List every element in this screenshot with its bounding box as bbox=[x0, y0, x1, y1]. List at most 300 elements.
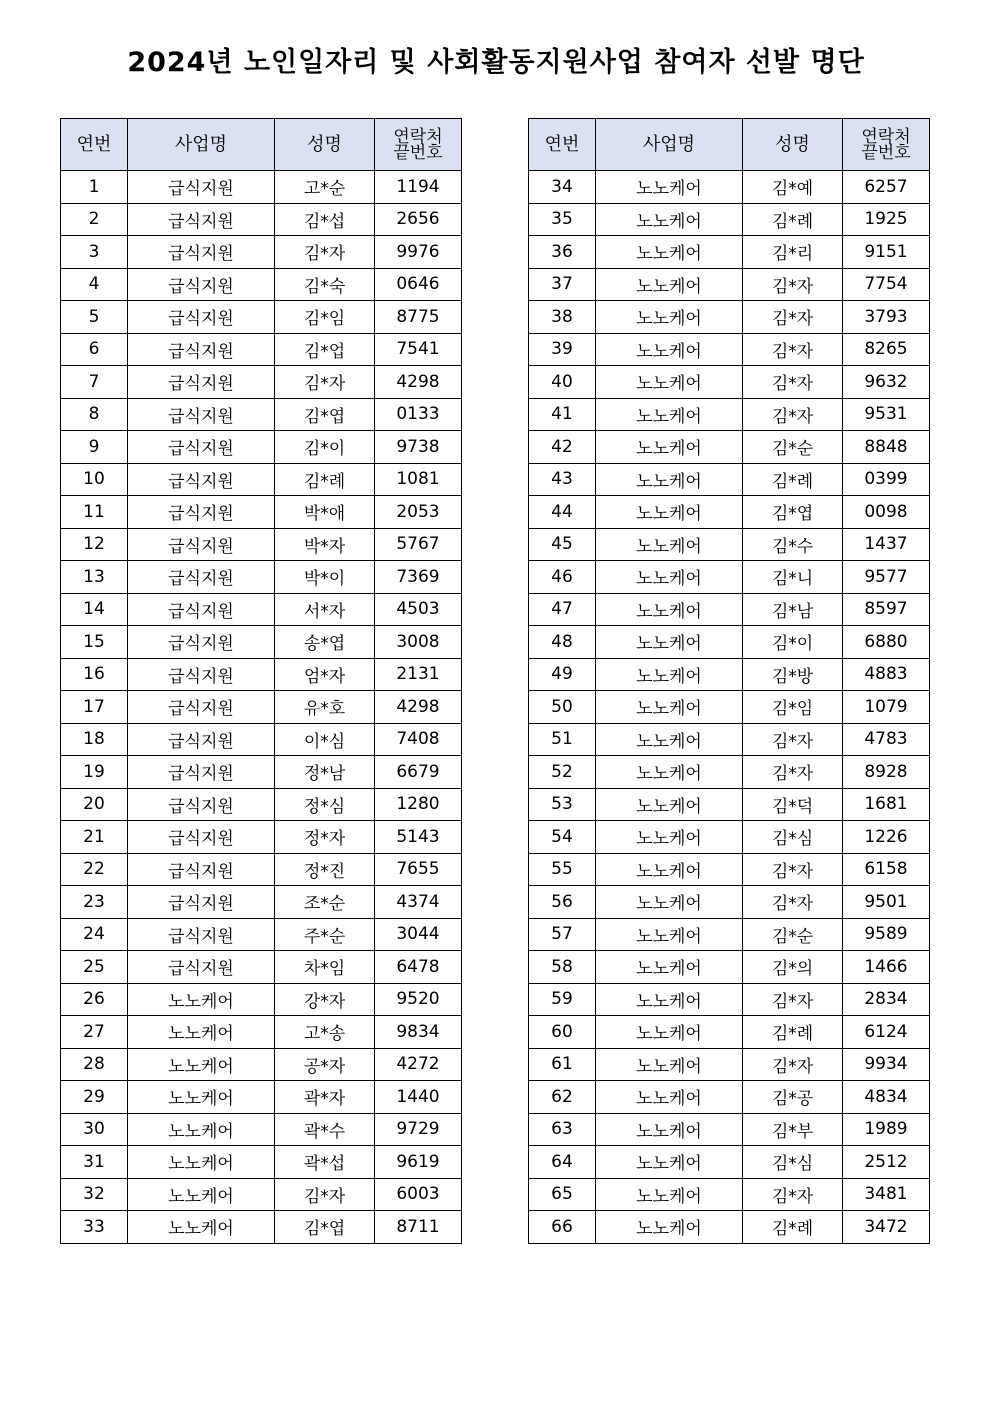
header-phone bbox=[375, 119, 462, 171]
cell-no: 11 bbox=[61, 496, 128, 529]
cell-name: 김*례 bbox=[743, 463, 843, 496]
cell-name: 고*순 bbox=[275, 171, 375, 204]
cell-phone-suffix: 9632 bbox=[843, 366, 930, 399]
cell-name: 박*애 bbox=[275, 496, 375, 529]
cell-program: 노노케어 bbox=[596, 1048, 743, 1081]
table-row bbox=[61, 1048, 462, 1081]
cell-no: 32 bbox=[61, 1178, 128, 1211]
table-row bbox=[529, 561, 930, 594]
cell-name: 김*순 bbox=[743, 918, 843, 951]
cell-name: 김*부 bbox=[743, 1113, 843, 1146]
cell-phone-suffix: 8711 bbox=[375, 1211, 462, 1244]
cell-phone-suffix: 6257 bbox=[843, 171, 930, 204]
cell-no: 61 bbox=[529, 1048, 596, 1081]
table-row bbox=[61, 1211, 462, 1244]
cell-phone-suffix: 6124 bbox=[843, 1016, 930, 1049]
cell-no: 16 bbox=[61, 658, 128, 691]
table-row bbox=[529, 626, 930, 659]
cell-name: 김*업 bbox=[275, 333, 375, 366]
cell-program: 노노케어 bbox=[128, 1113, 275, 1146]
cell-phone-suffix: 0133 bbox=[375, 398, 462, 431]
table-row bbox=[61, 398, 462, 431]
cell-no: 50 bbox=[529, 691, 596, 724]
cell-phone-suffix: 1440 bbox=[375, 1081, 462, 1114]
cell-phone-suffix: 1194 bbox=[375, 171, 462, 204]
cell-no: 34 bbox=[529, 171, 596, 204]
cell-no: 1 bbox=[61, 171, 128, 204]
cell-name: 이*심 bbox=[275, 723, 375, 756]
cell-no: 18 bbox=[61, 723, 128, 756]
table-row bbox=[61, 301, 462, 334]
table-row bbox=[61, 691, 462, 724]
cell-phone-suffix: 9834 bbox=[375, 1016, 462, 1049]
cell-name: 엄*자 bbox=[275, 658, 375, 691]
table-row bbox=[61, 853, 462, 886]
cell-no: 20 bbox=[61, 788, 128, 821]
page-title: 2024년 노인일자리 및 사회활동지원사업 참여자 선발 명단 bbox=[127, 47, 865, 78]
cell-program: 급식지원 bbox=[128, 398, 275, 431]
cell-phone-suffix: 4503 bbox=[375, 593, 462, 626]
table-row bbox=[61, 1146, 462, 1179]
cell-program: 노노케어 bbox=[596, 788, 743, 821]
table-row bbox=[529, 788, 930, 821]
cell-program: 급식지원 bbox=[128, 951, 275, 984]
table-row bbox=[61, 821, 462, 854]
cell-program: 노노케어 bbox=[596, 496, 743, 529]
cell-phone-suffix: 7655 bbox=[375, 853, 462, 886]
table-row bbox=[61, 918, 462, 951]
cell-phone-suffix: 7408 bbox=[375, 723, 462, 756]
cell-phone-suffix: 4374 bbox=[375, 886, 462, 919]
table-row bbox=[529, 496, 930, 529]
cell-no: 48 bbox=[529, 626, 596, 659]
cell-name: 김*이 bbox=[275, 431, 375, 464]
cell-no: 37 bbox=[529, 268, 596, 301]
cell-phone-suffix: 2512 bbox=[843, 1146, 930, 1179]
cell-name: 김*자 bbox=[275, 366, 375, 399]
cell-program: 노노케어 bbox=[596, 951, 743, 984]
table-row bbox=[61, 268, 462, 301]
cell-name: 박*이 bbox=[275, 561, 375, 594]
cell-program: 급식지원 bbox=[128, 236, 275, 269]
cell-name: 김*예 bbox=[743, 171, 843, 204]
cell-program: 급식지원 bbox=[128, 658, 275, 691]
cell-no: 25 bbox=[61, 951, 128, 984]
cell-program: 노노케어 bbox=[596, 821, 743, 854]
cell-phone-suffix: 1925 bbox=[843, 203, 930, 236]
cell-program: 노노케어 bbox=[596, 528, 743, 561]
cell-phone-suffix: 1280 bbox=[375, 788, 462, 821]
header-name: 성명 bbox=[743, 119, 843, 171]
cell-phone-suffix: 9589 bbox=[843, 918, 930, 951]
cell-name: 차*임 bbox=[275, 951, 375, 984]
cell-program: 급식지원 bbox=[128, 853, 275, 886]
cell-no: 33 bbox=[61, 1211, 128, 1244]
cell-name: 김*자 bbox=[743, 983, 843, 1016]
cell-name: 김*자 bbox=[743, 398, 843, 431]
cell-phone-suffix: 7541 bbox=[375, 333, 462, 366]
cell-no: 45 bbox=[529, 528, 596, 561]
table-row bbox=[529, 723, 930, 756]
cell-no: 29 bbox=[61, 1081, 128, 1114]
header-name: 성명 bbox=[275, 119, 375, 171]
table-row bbox=[61, 756, 462, 789]
cell-no: 23 bbox=[61, 886, 128, 919]
cell-name: 곽*수 bbox=[275, 1113, 375, 1146]
cell-program: 노노케어 bbox=[596, 301, 743, 334]
cell-no: 19 bbox=[61, 756, 128, 789]
cell-name: 김*수 bbox=[743, 528, 843, 561]
cell-program: 노노케어 bbox=[128, 1048, 275, 1081]
cell-no: 30 bbox=[61, 1113, 128, 1146]
cell-no: 59 bbox=[529, 983, 596, 1016]
table-row bbox=[529, 203, 930, 236]
cell-phone-suffix: 6158 bbox=[843, 853, 930, 886]
cell-program: 노노케어 bbox=[596, 983, 743, 1016]
cell-name: 김*니 bbox=[743, 561, 843, 594]
cell-no: 31 bbox=[61, 1146, 128, 1179]
table-row bbox=[529, 171, 930, 204]
cell-name: 김*리 bbox=[743, 236, 843, 269]
cell-program: 노노케어 bbox=[596, 366, 743, 399]
cell-name: 곽*섭 bbox=[275, 1146, 375, 1179]
cell-program: 노노케어 bbox=[596, 886, 743, 919]
cell-name: 김*자 bbox=[743, 723, 843, 756]
cell-program: 노노케어 bbox=[596, 1146, 743, 1179]
table-row bbox=[529, 951, 930, 984]
cell-no: 46 bbox=[529, 561, 596, 594]
cell-name: 김*공 bbox=[743, 1081, 843, 1114]
cell-phone-suffix: 7754 bbox=[843, 268, 930, 301]
cell-name: 김*섭 bbox=[275, 203, 375, 236]
cell-name: 정*자 bbox=[275, 821, 375, 854]
cell-no: 14 bbox=[61, 593, 128, 626]
cell-name: 정*남 bbox=[275, 756, 375, 789]
cell-no: 44 bbox=[529, 496, 596, 529]
cell-phone-suffix: 9577 bbox=[843, 561, 930, 594]
cell-phone-suffix: 7369 bbox=[375, 561, 462, 594]
cell-phone-suffix: 4298 bbox=[375, 691, 462, 724]
table-row bbox=[61, 496, 462, 529]
cell-name: 서*자 bbox=[275, 593, 375, 626]
table-row bbox=[61, 171, 462, 204]
cell-no: 39 bbox=[529, 333, 596, 366]
header-no: 연번 bbox=[529, 119, 596, 171]
cell-phone-suffix: 2053 bbox=[375, 496, 462, 529]
table-row bbox=[61, 333, 462, 366]
table-row bbox=[61, 983, 462, 1016]
cell-no: 43 bbox=[529, 463, 596, 496]
cell-phone-suffix: 3793 bbox=[843, 301, 930, 334]
table-row bbox=[529, 1048, 930, 1081]
cell-program: 급식지원 bbox=[128, 821, 275, 854]
table-row bbox=[529, 333, 930, 366]
cell-program: 급식지원 bbox=[128, 886, 275, 919]
cell-name: 김*이 bbox=[743, 626, 843, 659]
table-row bbox=[529, 1178, 930, 1211]
cell-name: 고*송 bbox=[275, 1016, 375, 1049]
cell-program: 노노케어 bbox=[596, 723, 743, 756]
cell-no: 7 bbox=[61, 366, 128, 399]
cell-no: 58 bbox=[529, 951, 596, 984]
cell-no: 57 bbox=[529, 918, 596, 951]
cell-no: 21 bbox=[61, 821, 128, 854]
cell-no: 2 bbox=[61, 203, 128, 236]
cell-no: 38 bbox=[529, 301, 596, 334]
cell-phone-suffix: 8848 bbox=[843, 431, 930, 464]
cell-phone-suffix: 1681 bbox=[843, 788, 930, 821]
cell-name: 정*진 bbox=[275, 853, 375, 886]
cell-no: 24 bbox=[61, 918, 128, 951]
cell-name: 주*순 bbox=[275, 918, 375, 951]
cell-program: 급식지원 bbox=[128, 268, 275, 301]
cell-phone-suffix: 9729 bbox=[375, 1113, 462, 1146]
cell-program: 급식지원 bbox=[128, 756, 275, 789]
cell-program: 급식지원 bbox=[128, 788, 275, 821]
cell-no: 47 bbox=[529, 593, 596, 626]
cell-no: 26 bbox=[61, 983, 128, 1016]
cell-name: 강*자 bbox=[275, 983, 375, 1016]
cell-program: 급식지원 bbox=[128, 431, 275, 464]
cell-program: 노노케어 bbox=[596, 593, 743, 626]
cell-program: 노노케어 bbox=[596, 561, 743, 594]
cell-name: 김*심 bbox=[743, 821, 843, 854]
cell-program: 급식지원 bbox=[128, 528, 275, 561]
cell-no: 8 bbox=[61, 398, 128, 431]
cell-phone-suffix: 6003 bbox=[375, 1178, 462, 1211]
table-row bbox=[61, 1113, 462, 1146]
cell-program: 노노케어 bbox=[128, 1178, 275, 1211]
cell-phone-suffix: 4883 bbox=[843, 658, 930, 691]
cell-phone-suffix: 1079 bbox=[843, 691, 930, 724]
cell-program: 급식지원 bbox=[128, 333, 275, 366]
table-row bbox=[529, 236, 930, 269]
header-program: 사업명 bbox=[128, 119, 275, 171]
cell-no: 51 bbox=[529, 723, 596, 756]
cell-program: 노노케어 bbox=[596, 626, 743, 659]
cell-name: 곽*자 bbox=[275, 1081, 375, 1114]
cell-name: 김*의 bbox=[743, 951, 843, 984]
cell-phone-suffix: 8928 bbox=[843, 756, 930, 789]
cell-no: 49 bbox=[529, 658, 596, 691]
table-row bbox=[61, 528, 462, 561]
table-row bbox=[529, 886, 930, 919]
cell-program: 노노케어 bbox=[596, 1016, 743, 1049]
cell-no: 40 bbox=[529, 366, 596, 399]
cell-phone-suffix: 3472 bbox=[843, 1211, 930, 1244]
cell-program: 급식지원 bbox=[128, 593, 275, 626]
table-row bbox=[529, 268, 930, 301]
table-row bbox=[529, 366, 930, 399]
cell-name: 김*자 bbox=[743, 366, 843, 399]
cell-name: 김*임 bbox=[743, 691, 843, 724]
cell-name: 김*례 bbox=[743, 1211, 843, 1244]
cell-program: 급식지원 bbox=[128, 626, 275, 659]
cell-program: 노노케어 bbox=[596, 171, 743, 204]
cell-program: 노노케어 bbox=[596, 268, 743, 301]
cell-program: 노노케어 bbox=[596, 756, 743, 789]
cell-phone-suffix: 6478 bbox=[375, 951, 462, 984]
table-row bbox=[61, 593, 462, 626]
cell-no: 60 bbox=[529, 1016, 596, 1049]
cell-name: 김*남 bbox=[743, 593, 843, 626]
cell-phone-suffix: 0098 bbox=[843, 496, 930, 529]
table-row bbox=[529, 1146, 930, 1179]
cell-phone-suffix: 9619 bbox=[375, 1146, 462, 1179]
cell-no: 54 bbox=[529, 821, 596, 854]
cell-program: 노노케어 bbox=[596, 398, 743, 431]
cell-program: 급식지원 bbox=[128, 496, 275, 529]
cell-phone-suffix: 3044 bbox=[375, 918, 462, 951]
cell-program: 노노케어 bbox=[596, 203, 743, 236]
cell-program: 노노케어 bbox=[128, 1081, 275, 1114]
header-phone-line1: 연락처 bbox=[393, 126, 443, 147]
cell-name: 조*순 bbox=[275, 886, 375, 919]
table-row bbox=[61, 951, 462, 984]
cell-name: 송*엽 bbox=[275, 626, 375, 659]
cell-program: 노노케어 bbox=[128, 1211, 275, 1244]
cell-program: 노노케어 bbox=[596, 918, 743, 951]
cell-no: 41 bbox=[529, 398, 596, 431]
table-row bbox=[529, 691, 930, 724]
cell-program: 노노케어 bbox=[596, 463, 743, 496]
cell-no: 56 bbox=[529, 886, 596, 919]
cell-no: 27 bbox=[61, 1016, 128, 1049]
cell-phone-suffix: 0646 bbox=[375, 268, 462, 301]
cell-phone-suffix: 6679 bbox=[375, 756, 462, 789]
header-phone-line1: 연락처 bbox=[861, 126, 911, 147]
cell-program: 노노케어 bbox=[596, 658, 743, 691]
cell-program: 노노케어 bbox=[596, 1081, 743, 1114]
cell-phone-suffix: 0399 bbox=[843, 463, 930, 496]
cell-program: 급식지원 bbox=[128, 171, 275, 204]
cell-program: 노노케어 bbox=[596, 236, 743, 269]
cell-program: 노노케어 bbox=[596, 691, 743, 724]
cell-name: 김*순 bbox=[743, 431, 843, 464]
table-row bbox=[61, 886, 462, 919]
cell-phone-suffix: 8775 bbox=[375, 301, 462, 334]
cell-name: 김*자 bbox=[275, 1178, 375, 1211]
header-row bbox=[61, 119, 462, 171]
cell-program: 노노케어 bbox=[128, 983, 275, 1016]
table-row bbox=[529, 658, 930, 691]
cell-program: 노노케어 bbox=[596, 1113, 743, 1146]
header-phone-line2: 끝번호 bbox=[861, 142, 911, 163]
cell-no: 3 bbox=[61, 236, 128, 269]
table-row bbox=[529, 593, 930, 626]
cell-program: 노노케어 bbox=[596, 853, 743, 886]
cell-no: 53 bbox=[529, 788, 596, 821]
cell-name: 김*례 bbox=[743, 1016, 843, 1049]
cell-no: 35 bbox=[529, 203, 596, 236]
cell-phone-suffix: 9501 bbox=[843, 886, 930, 919]
cell-name: 정*심 bbox=[275, 788, 375, 821]
cell-no: 22 bbox=[61, 853, 128, 886]
cell-phone-suffix: 4783 bbox=[843, 723, 930, 756]
cell-name: 박*자 bbox=[275, 528, 375, 561]
cell-name: 유*호 bbox=[275, 691, 375, 724]
cell-phone-suffix: 9934 bbox=[843, 1048, 930, 1081]
cell-phone-suffix: 8597 bbox=[843, 593, 930, 626]
cell-no: 17 bbox=[61, 691, 128, 724]
cell-name: 김*자 bbox=[743, 333, 843, 366]
table-row bbox=[61, 1178, 462, 1211]
table-row bbox=[61, 463, 462, 496]
table-row bbox=[529, 301, 930, 334]
table-row bbox=[529, 983, 930, 1016]
cell-no: 12 bbox=[61, 528, 128, 561]
cell-no: 4 bbox=[61, 268, 128, 301]
cell-name: 김*자 bbox=[743, 756, 843, 789]
table-row bbox=[61, 1081, 462, 1114]
cell-name: 김*엽 bbox=[743, 496, 843, 529]
cell-program: 노노케어 bbox=[596, 1178, 743, 1211]
cell-no: 42 bbox=[529, 431, 596, 464]
cell-name: 김*자 bbox=[743, 268, 843, 301]
table-row bbox=[529, 918, 930, 951]
cell-name: 김*자 bbox=[743, 886, 843, 919]
cell-no: 36 bbox=[529, 236, 596, 269]
table-row bbox=[529, 1016, 930, 1049]
table-row bbox=[529, 1211, 930, 1244]
table-row bbox=[529, 756, 930, 789]
cell-program: 급식지원 bbox=[128, 691, 275, 724]
cell-program: 노노케어 bbox=[596, 333, 743, 366]
header-phone-line2: 끝번호 bbox=[393, 142, 443, 163]
cell-phone-suffix: 4834 bbox=[843, 1081, 930, 1114]
cell-name: 공*자 bbox=[275, 1048, 375, 1081]
table-row bbox=[61, 723, 462, 756]
header-program: 사업명 bbox=[596, 119, 743, 171]
cell-program: 급식지원 bbox=[128, 301, 275, 334]
cell-phone-suffix: 5143 bbox=[375, 821, 462, 854]
cell-no: 13 bbox=[61, 561, 128, 594]
cell-name: 김*자 bbox=[743, 301, 843, 334]
table-row bbox=[529, 821, 930, 854]
cell-phone-suffix: 4272 bbox=[375, 1048, 462, 1081]
cell-name: 김*자 bbox=[743, 1048, 843, 1081]
cell-program: 노노케어 bbox=[128, 1016, 275, 1049]
table-row bbox=[529, 463, 930, 496]
cell-phone-suffix: 9531 bbox=[843, 398, 930, 431]
cell-name: 김*엽 bbox=[275, 1211, 375, 1244]
table-row bbox=[61, 626, 462, 659]
cell-no: 28 bbox=[61, 1048, 128, 1081]
cell-name: 김*숙 bbox=[275, 268, 375, 301]
table-row bbox=[61, 1016, 462, 1049]
table-row bbox=[61, 366, 462, 399]
cell-no: 9 bbox=[61, 431, 128, 464]
cell-no: 66 bbox=[529, 1211, 596, 1244]
table-row bbox=[529, 528, 930, 561]
cell-name: 김*방 bbox=[743, 658, 843, 691]
cell-no: 15 bbox=[61, 626, 128, 659]
cell-name: 김*례 bbox=[743, 203, 843, 236]
cell-no: 6 bbox=[61, 333, 128, 366]
cell-program: 급식지원 bbox=[128, 366, 275, 399]
cell-phone-suffix: 2834 bbox=[843, 983, 930, 1016]
header-no: 연번 bbox=[61, 119, 128, 171]
cell-no: 55 bbox=[529, 853, 596, 886]
cell-program: 급식지원 bbox=[128, 723, 275, 756]
cell-program: 노노케어 bbox=[596, 431, 743, 464]
cell-program: 노노케어 bbox=[596, 1211, 743, 1244]
table-row bbox=[61, 236, 462, 269]
cell-no: 5 bbox=[61, 301, 128, 334]
cell-phone-suffix: 4298 bbox=[375, 366, 462, 399]
roster-table-right bbox=[528, 118, 930, 1244]
cell-program: 급식지원 bbox=[128, 918, 275, 951]
